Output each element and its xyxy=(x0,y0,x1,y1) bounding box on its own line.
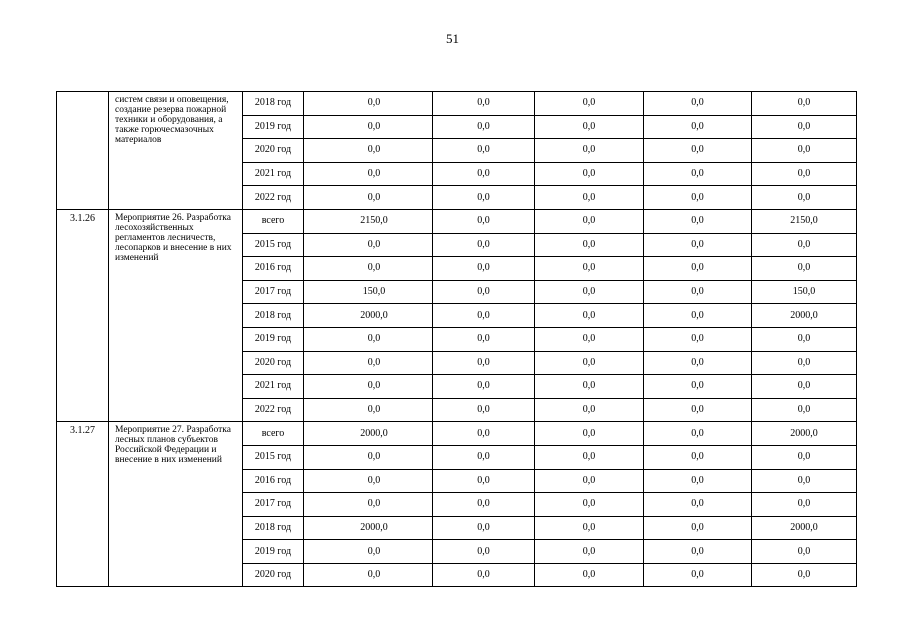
value-cell: 0,0 xyxy=(535,493,644,517)
value-cell: 0,0 xyxy=(752,233,857,257)
table-body xyxy=(57,92,857,587)
value-cell: 0,0 xyxy=(304,375,433,399)
value-cell: 0,0 xyxy=(304,115,433,139)
value-cell: 0,0 xyxy=(752,186,857,210)
value-cell: 2000,0 xyxy=(752,304,857,328)
value-cell: 0,0 xyxy=(535,186,644,210)
item-code: 3.1.26 xyxy=(57,209,109,421)
value-cell: 150,0 xyxy=(304,280,433,304)
year-cell: 2016 год xyxy=(243,257,304,281)
item-description: Мероприятие 27. Разработка лесных планов субъектов Российской Федерации и внесение в них изменений xyxy=(109,422,243,587)
value-cell: 0,0 xyxy=(304,351,433,375)
year-cell: 2017 год xyxy=(243,493,304,517)
value-cell: 0,0 xyxy=(644,540,752,564)
value-cell: 0,0 xyxy=(433,186,535,210)
value-cell: 150,0 xyxy=(752,280,857,304)
value-cell: 0,0 xyxy=(752,115,857,139)
year-cell: 2015 год xyxy=(243,233,304,257)
value-cell: 0,0 xyxy=(644,186,752,210)
value-cell: 0,0 xyxy=(752,563,857,587)
value-cell: 0,0 xyxy=(535,257,644,281)
value-cell: 0,0 xyxy=(644,563,752,587)
value-cell: 0,0 xyxy=(433,139,535,163)
value-cell: 0,0 xyxy=(644,493,752,517)
year-cell: 2018 год xyxy=(243,516,304,540)
value-cell: 2000,0 xyxy=(752,422,857,446)
value-cell: 0,0 xyxy=(752,351,857,375)
value-cell: 0,0 xyxy=(752,398,857,422)
item-code: 3.1.27 xyxy=(57,422,109,587)
value-cell: 0,0 xyxy=(433,398,535,422)
value-cell: 0,0 xyxy=(644,351,752,375)
value-cell: 0,0 xyxy=(304,257,433,281)
value-cell: 0,0 xyxy=(535,327,644,351)
value-cell: 0,0 xyxy=(433,257,535,281)
value-cell: 0,0 xyxy=(752,469,857,493)
year-cell: всего xyxy=(243,422,304,446)
value-cell: 0,0 xyxy=(644,375,752,399)
value-cell: 0,0 xyxy=(433,327,535,351)
value-cell: 0,0 xyxy=(304,493,433,517)
table-row xyxy=(57,422,857,446)
value-cell: 2000,0 xyxy=(304,516,433,540)
value-cell: 0,0 xyxy=(304,327,433,351)
value-cell: 0,0 xyxy=(644,327,752,351)
value-cell: 0,0 xyxy=(304,92,433,116)
year-cell: 2015 год xyxy=(243,445,304,469)
value-cell: 0,0 xyxy=(644,304,752,328)
item-description: систем связи и оповещения, создание резерва пожарной техники и оборудования, а также горючесмазочных материалов xyxy=(109,92,243,210)
value-cell: 2000,0 xyxy=(752,516,857,540)
value-cell: 0,0 xyxy=(304,139,433,163)
year-cell: 2020 год xyxy=(243,351,304,375)
value-cell: 0,0 xyxy=(433,563,535,587)
value-cell: 0,0 xyxy=(644,115,752,139)
budget-table xyxy=(56,91,857,587)
value-cell: 0,0 xyxy=(304,186,433,210)
value-cell: 0,0 xyxy=(535,398,644,422)
value-cell: 0,0 xyxy=(644,422,752,446)
table-row xyxy=(57,209,857,233)
value-cell: 0,0 xyxy=(433,280,535,304)
value-cell: 0,0 xyxy=(304,445,433,469)
value-cell: 0,0 xyxy=(644,233,752,257)
value-cell: 0,0 xyxy=(433,233,535,257)
year-cell: 2021 год xyxy=(243,162,304,186)
value-cell: 0,0 xyxy=(535,280,644,304)
value-cell: 0,0 xyxy=(433,469,535,493)
year-cell: 2021 год xyxy=(243,375,304,399)
value-cell: 0,0 xyxy=(433,351,535,375)
year-cell: 2018 год xyxy=(243,92,304,116)
year-cell: 2020 год xyxy=(243,563,304,587)
value-cell: 0,0 xyxy=(433,540,535,564)
item-description: Мероприятие 26. Разработка лесохозяйственных регламентов лесничеств, лесопарков и внесение в них изменений xyxy=(109,209,243,421)
value-cell: 0,0 xyxy=(304,162,433,186)
value-cell: 0,0 xyxy=(752,139,857,163)
value-cell: 0,0 xyxy=(644,257,752,281)
value-cell: 0,0 xyxy=(433,516,535,540)
year-cell: всего xyxy=(243,209,304,233)
value-cell: 0,0 xyxy=(433,375,535,399)
value-cell: 0,0 xyxy=(433,445,535,469)
value-cell: 0,0 xyxy=(535,516,644,540)
value-cell: 0,0 xyxy=(752,92,857,116)
value-cell: 0,0 xyxy=(644,516,752,540)
value-cell: 2000,0 xyxy=(304,422,433,446)
value-cell: 0,0 xyxy=(304,233,433,257)
table-row xyxy=(57,92,857,116)
value-cell: 0,0 xyxy=(644,398,752,422)
value-cell: 0,0 xyxy=(304,398,433,422)
value-cell: 0,0 xyxy=(433,115,535,139)
value-cell: 0,0 xyxy=(535,375,644,399)
value-cell: 0,0 xyxy=(535,563,644,587)
item-code xyxy=(57,92,109,210)
value-cell: 0,0 xyxy=(752,257,857,281)
value-cell: 2000,0 xyxy=(304,304,433,328)
value-cell: 0,0 xyxy=(535,351,644,375)
year-cell: 2019 год xyxy=(243,115,304,139)
value-cell: 0,0 xyxy=(535,209,644,233)
value-cell: 0,0 xyxy=(433,422,535,446)
value-cell: 0,0 xyxy=(752,445,857,469)
value-cell: 0,0 xyxy=(535,92,644,116)
year-cell: 2020 год xyxy=(243,139,304,163)
value-cell: 0,0 xyxy=(752,162,857,186)
year-cell: 2022 год xyxy=(243,398,304,422)
page-number: 51 xyxy=(446,31,459,46)
value-cell: 0,0 xyxy=(752,493,857,517)
value-cell: 0,0 xyxy=(535,233,644,257)
year-cell: 2019 год xyxy=(243,540,304,564)
value-cell: 0,0 xyxy=(644,92,752,116)
value-cell: 0,0 xyxy=(304,563,433,587)
year-cell: 2017 год xyxy=(243,280,304,304)
value-cell: 0,0 xyxy=(644,162,752,186)
year-cell: 2022 год xyxy=(243,186,304,210)
value-cell: 0,0 xyxy=(752,540,857,564)
value-cell: 0,0 xyxy=(535,162,644,186)
value-cell: 0,0 xyxy=(535,115,644,139)
value-cell: 2150,0 xyxy=(304,209,433,233)
value-cell: 0,0 xyxy=(535,304,644,328)
value-cell: 0,0 xyxy=(644,469,752,493)
value-cell: 0,0 xyxy=(535,139,644,163)
value-cell: 0,0 xyxy=(535,540,644,564)
value-cell: 0,0 xyxy=(433,92,535,116)
value-cell: 0,0 xyxy=(535,422,644,446)
value-cell: 0,0 xyxy=(644,209,752,233)
value-cell: 0,0 xyxy=(433,209,535,233)
value-cell: 0,0 xyxy=(644,139,752,163)
value-cell: 0,0 xyxy=(535,469,644,493)
value-cell: 0,0 xyxy=(752,375,857,399)
year-cell: 2016 год xyxy=(243,469,304,493)
value-cell: 0,0 xyxy=(644,280,752,304)
year-cell: 2019 год xyxy=(243,327,304,351)
value-cell: 0,0 xyxy=(644,445,752,469)
value-cell: 0,0 xyxy=(535,445,644,469)
value-cell: 0,0 xyxy=(433,304,535,328)
value-cell: 0,0 xyxy=(752,327,857,351)
value-cell: 0,0 xyxy=(304,469,433,493)
value-cell: 0,0 xyxy=(433,162,535,186)
value-cell: 2150,0 xyxy=(752,209,857,233)
value-cell: 0,0 xyxy=(304,540,433,564)
year-cell: 2018 год xyxy=(243,304,304,328)
value-cell: 0,0 xyxy=(433,493,535,517)
